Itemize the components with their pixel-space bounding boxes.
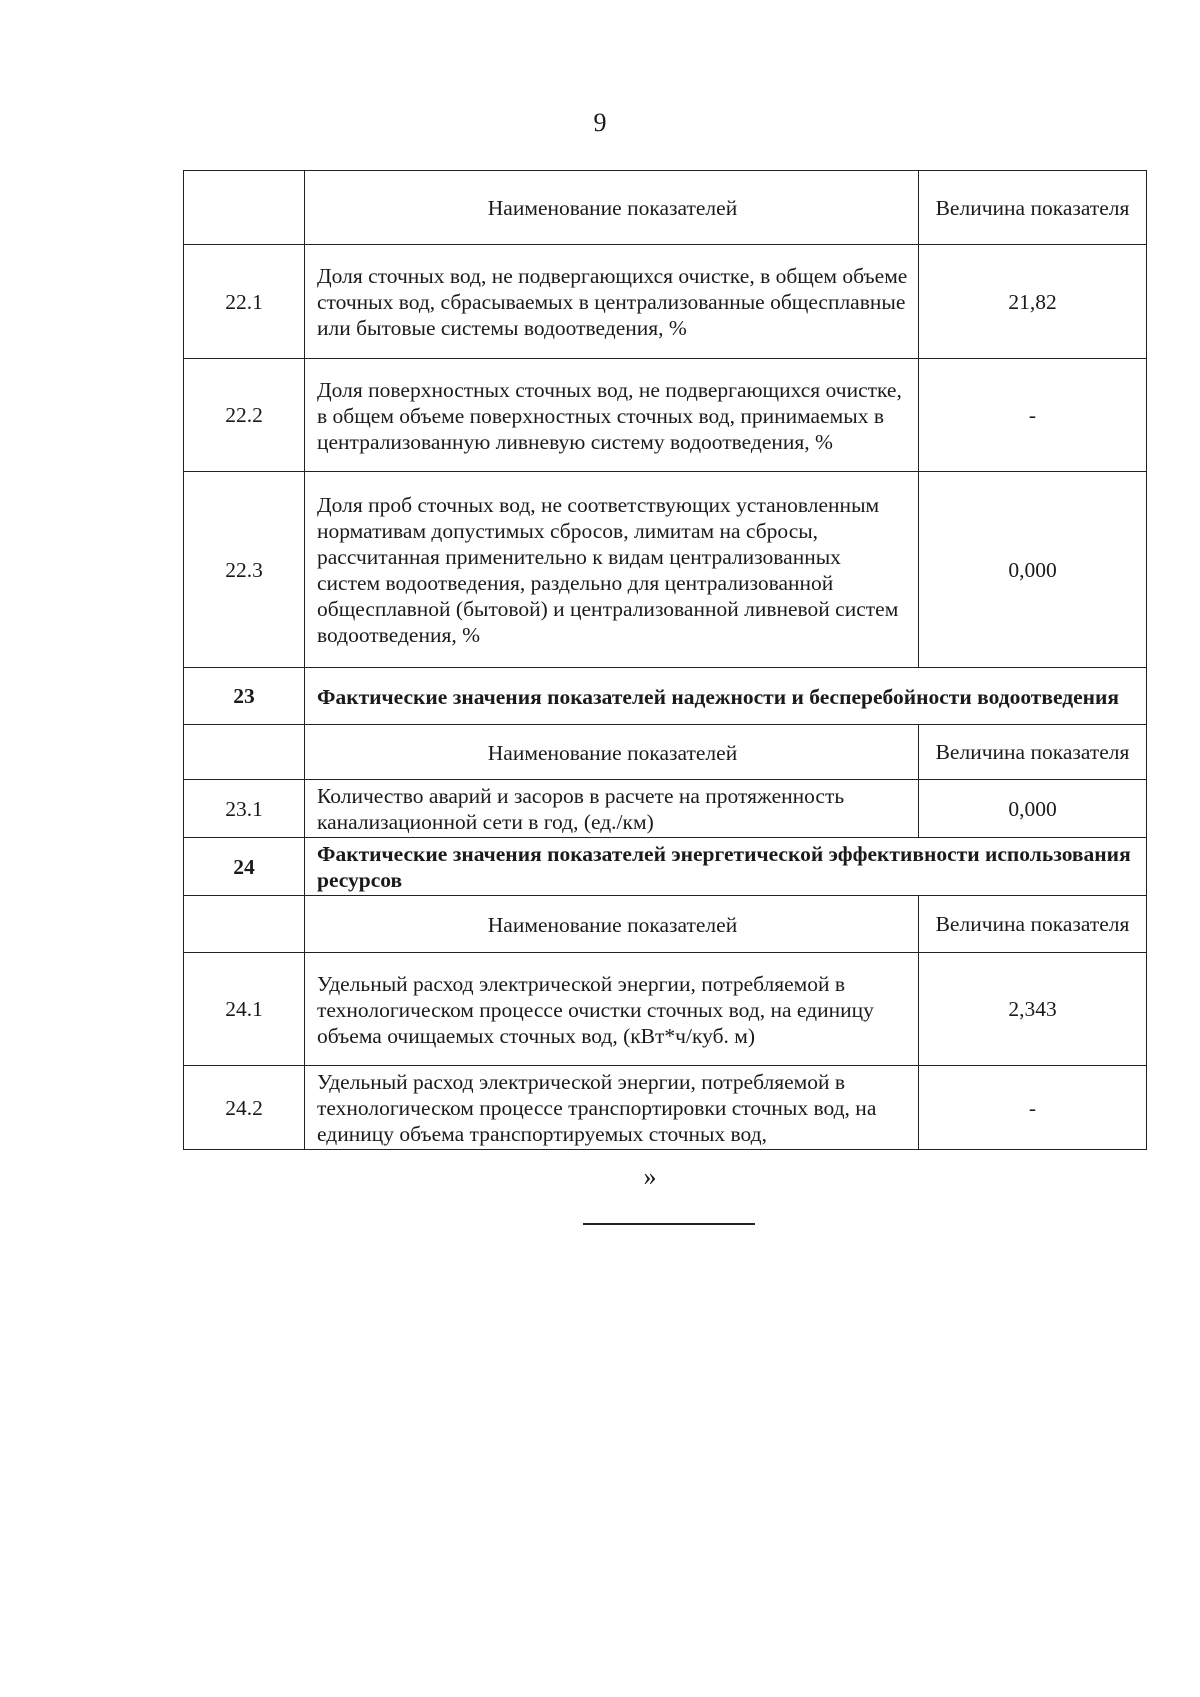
row-value: - [919,359,1147,472]
table-row [184,245,1147,359]
row-name: Доля сточных вод, не подвергающихся очистке, в общем объеме сточных вод, сбрасываемых в централизованные общесплавные или бытовые системы водоотведения, % [305,245,919,359]
row-value: 2,343 [919,953,1147,1066]
row-name: Количество аварий и засоров в расчете на протяженность канализационной сети в год, (ед./км) [305,780,919,838]
table-row [184,472,1147,668]
row-name: Удельный расход электрической энергии, потребляемой в технологическом процессе очистки сточных вод, на единицу объема очищаемых сточных вод, (кВт*ч/куб. м) [305,953,919,1066]
column-header-value: Величина показателя [919,896,1147,953]
section-row [184,668,1147,725]
row-value: 0,000 [919,472,1147,668]
table-row [184,780,1147,838]
row-number: 22.3 [184,472,305,668]
number-cell [184,725,305,780]
column-header-name: Наименование показателей [305,896,919,953]
page-number: 9 [593,108,607,137]
row-value: 0,000 [919,780,1147,838]
row-number: 24.1 [184,953,305,1066]
section-number: 24 [184,838,305,896]
column-header-value: Величина показателя [919,171,1147,245]
row-value: - [919,1066,1147,1150]
table-row [184,953,1147,1066]
row-number: 23.1 [184,780,305,838]
column-header-name: Наименование показателей [305,725,919,780]
section-number: 23 [184,668,305,725]
row-name: Доля поверхностных сточных вод, не подвергающихся очистке, в общем объеме поверхностных сточных вод, принимаемых в централизованную ливневую систему водоотведения, % [305,359,919,472]
row-name: Удельный расход электрической энергии, потребляемой в технологическом процессе транспортировки сточных вод, на единицу объема транспортируемых сточных вод, [305,1066,919,1150]
row-number: 24.2 [184,1066,305,1150]
row-name: Доля проб сточных вод, не соответствующих установленным нормативам допустимых сбросов, лимитам на сбросы, рассчитанная применительно к видам централизованных систем водоотведения, раздельно для централизованной общесплавной (бытовой) и централизованной ливневой систем водоотведения, % [305,472,919,668]
column-header-value: Величина показателя [919,725,1147,780]
end-divider [583,1223,755,1225]
section-title: Фактические значения показателей энергетической эффективности использования ресурсов [305,838,1147,896]
section-row [184,838,1147,896]
row-number: 22.2 [184,359,305,472]
table-header-row [184,896,1147,953]
indicators-table [183,170,1147,1150]
number-cell [184,171,305,245]
column-header-name: Наименование показателей [305,171,919,245]
section-title: Фактические значения показателей надежности и бесперебойности водоотведения [305,668,1147,725]
table-row [184,1066,1147,1150]
table-header-row [184,725,1147,780]
closing-quote: » [643,1162,657,1191]
number-cell [184,896,305,953]
row-value: 21,82 [919,245,1147,359]
table-header-row [184,171,1147,245]
row-number: 22.1 [184,245,305,359]
table-row [184,359,1147,472]
